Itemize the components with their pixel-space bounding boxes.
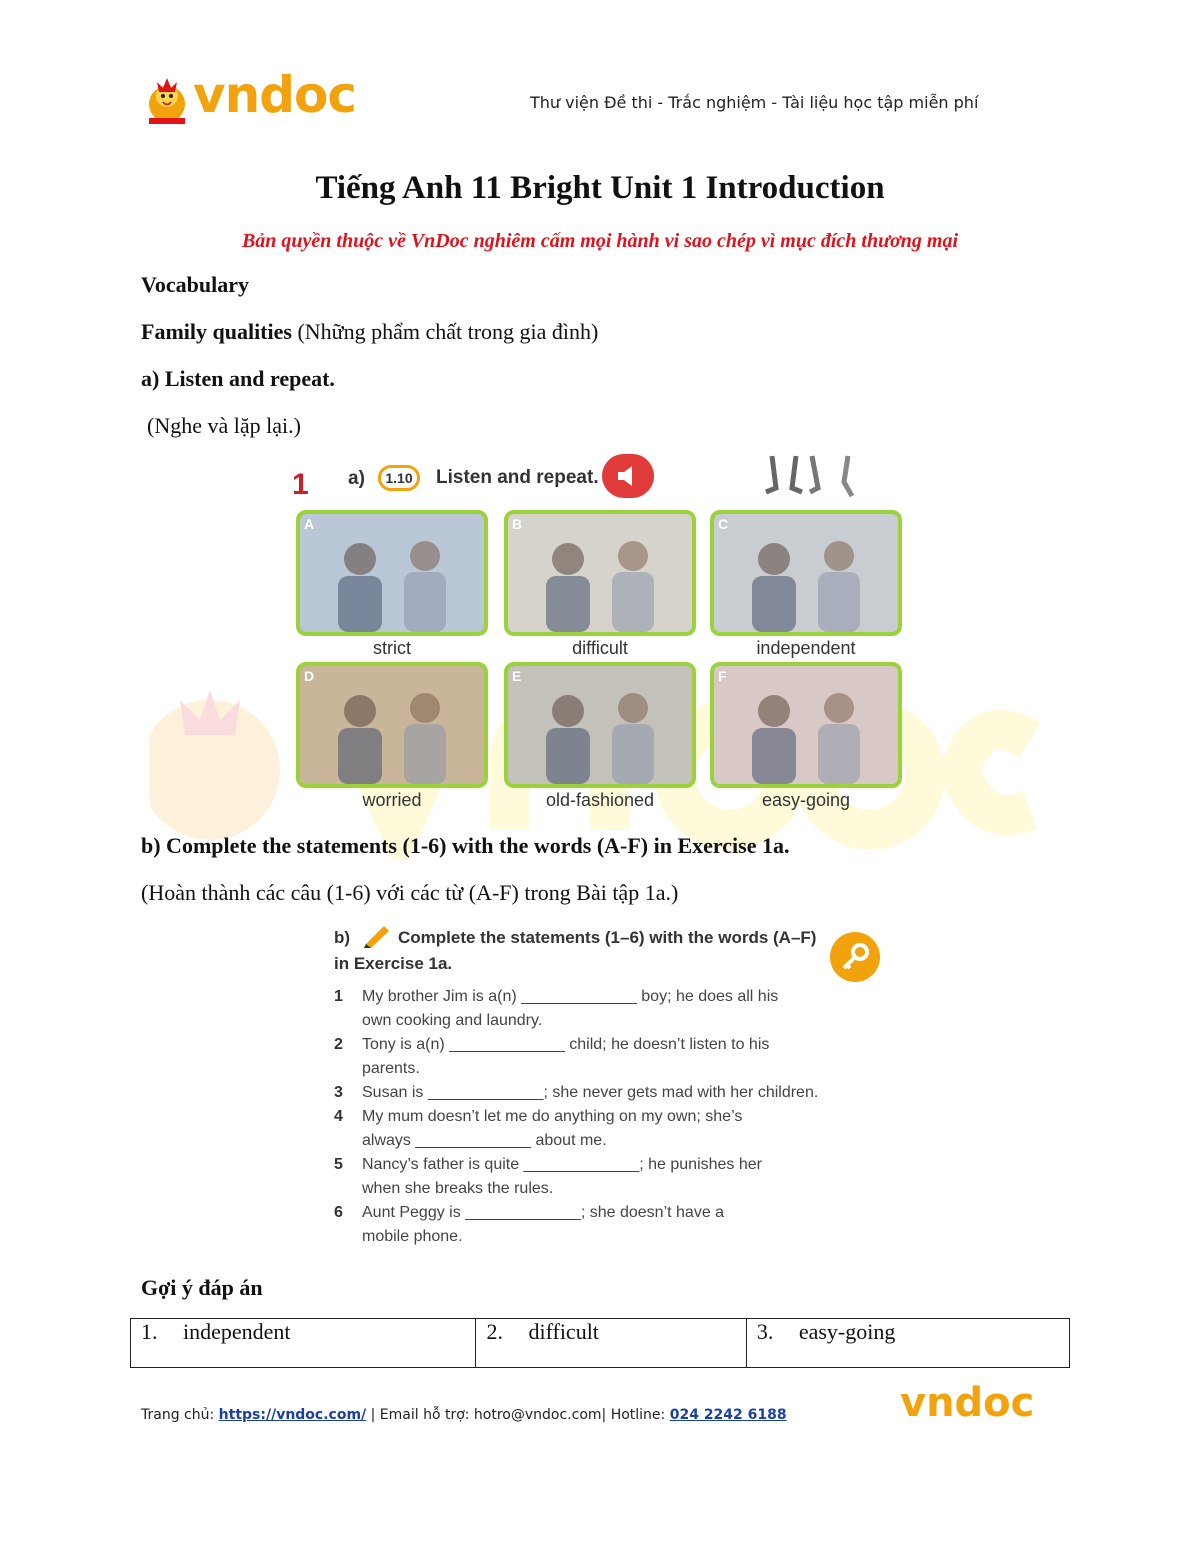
vocab-card (504, 662, 696, 788)
vocab-card-letter: A (304, 516, 315, 532)
exercise-item-text-continued: parents. (362, 1060, 420, 1077)
vocab-card (504, 510, 696, 636)
exercise-instruction: Listen and repeat. (436, 467, 599, 488)
exercise-item-text-continued: when she breaks the rules. (362, 1180, 554, 1197)
vocab-card-word: worried (362, 790, 422, 810)
exercise-item-number: 2 (334, 1036, 343, 1053)
vocab-card-letter: B (512, 516, 523, 532)
vocab-card-word: easy-going (761, 790, 851, 810)
part-b-translation: (Hoàn thành các câu (1-6) với các từ (A-F) trong Bài tập 1a.) (141, 880, 679, 905)
exercise-b-instruction-line1: Complete the statements (1–6) with the words (A–F) (398, 928, 817, 947)
audio-track-badge: 1.10 (378, 465, 420, 491)
exercise-item-text: Tony is a(n) _____________ child; he doesn’t listen to his (362, 1036, 770, 1053)
exercise-item-text: My brother Jim is a(n) _____________ boy; he does all his (362, 988, 779, 1005)
exercise-number: 1 (292, 468, 309, 501)
vocab-card-letter: F (718, 668, 727, 684)
copyright-notice: Bản quyền thuộc về VnDoc nghiêm cấm mọi hành vi sao chép vì mục đích thương mại (241, 230, 959, 252)
photo-placeholder-icon (300, 514, 484, 632)
vocab-card-word: old-fashioned (545, 790, 655, 810)
logo-wordmark: vndoc (193, 66, 356, 124)
answer-word: easy-going (798, 1319, 896, 1344)
vocab-card (710, 510, 902, 636)
family-qualities-bold: Family qualities (141, 319, 292, 344)
chicken-mascot-icon (143, 74, 191, 126)
family-qualities-line (141, 319, 598, 345)
page-title: Tiếng Anh 11 Bright Unit 1 Introduction (315, 170, 885, 206)
answers-row (131, 1319, 1070, 1368)
exercise-b-part-label: b) (334, 928, 351, 947)
exercise-item-text-continued: own cooking and laundry. (362, 1012, 543, 1029)
photo-placeholder-icon (714, 514, 898, 632)
footer-logo[interactable]: vndoc (900, 1380, 1035, 1426)
answer-number: 2. (486, 1319, 503, 1344)
part-a-heading: a) Listen and repeat. (141, 366, 335, 391)
family-qualities-translation: (Những phẩm chất trong gia đình) (291, 319, 599, 344)
photo-placeholder-icon (508, 514, 692, 632)
vocab-card-word: independent (756, 638, 856, 658)
speaker-icon[interactable] (602, 454, 654, 498)
exercise-item-number: 4 (334, 1108, 343, 1125)
answers-heading: Gợi ý đáp án (141, 1275, 263, 1300)
footer-hotline-link[interactable]: 024 2242 6188 (669, 1407, 787, 1423)
vocab-card (710, 662, 902, 788)
part-b-heading: b) Complete the statements (1-6) with the words (A-F) in Exercise 1a. (141, 833, 790, 858)
exercise-item-number: 6 (334, 1204, 343, 1221)
vocab-card-word: difficult (572, 638, 628, 658)
footer (141, 1407, 787, 1423)
vndoc-logo[interactable] (143, 66, 368, 130)
answer-number: 3. (756, 1319, 774, 1344)
vocab-card-word: strict (373, 638, 411, 658)
header-tagline: Thư viện Đề thi - Trắc nghiệm - Tài liệu học tập miễn phí (530, 93, 979, 112)
vocab-card-letter: C (718, 516, 729, 532)
exercise-part-label: a) (348, 468, 365, 489)
photo-placeholder-icon (508, 666, 692, 784)
exercise-item-text: Aunt Peggy is _____________; she doesn’t have a (362, 1204, 725, 1221)
pencil-icon (362, 922, 392, 948)
vocab-card (296, 662, 488, 788)
part-a-translation: (Nghe và lặp lại.) (147, 413, 301, 438)
exercise-item-number: 5 (334, 1156, 343, 1173)
footer-home-label: Trang chủ: (141, 1407, 219, 1423)
exercise-1a-image (292, 450, 908, 812)
answer-cell-1 (131, 1319, 476, 1368)
answer-cell-3 (746, 1319, 1069, 1368)
answer-word: independent (183, 1319, 291, 1344)
exercise-item-text-continued: always _____________ about me. (362, 1132, 607, 1149)
answer-cell-2 (476, 1319, 746, 1368)
vocabulary-heading: Vocabulary (141, 272, 249, 297)
vocab-card-letter: D (304, 668, 315, 684)
exercise-item-text: My mum doesn’t let me do anything on my own; she’s (362, 1108, 743, 1125)
exercise-b-instruction-line2: in Exercise 1a. (334, 954, 453, 973)
key-icon[interactable] (830, 932, 880, 982)
exercise-item-text: Nancy’s father is quite _____________; he punishes her (362, 1156, 762, 1173)
vocab-card (296, 510, 488, 636)
exercise-item-number: 1 (334, 988, 343, 1005)
legs-illustration-icon (762, 452, 862, 498)
answer-word: difficult (528, 1319, 599, 1344)
footer-email-text: | Email hỗ trợ: hotro@vndoc.com| Hotline: (366, 1407, 670, 1423)
answer-number: 1. (141, 1319, 158, 1344)
exercise-item-text: Susan is _____________; she never gets mad with her children. (362, 1084, 819, 1101)
photo-placeholder-icon (714, 666, 898, 784)
exercise-item-text-continued: mobile phone. (362, 1228, 463, 1245)
vocab-card-letter: E (512, 668, 522, 684)
exercise-item-number: 3 (334, 1084, 343, 1101)
answers-table (130, 1318, 1070, 1368)
photo-placeholder-icon (300, 666, 484, 784)
footer-home-link[interactable]: https://vndoc.com/ (218, 1407, 367, 1423)
exercise-1b-image (330, 922, 890, 1252)
